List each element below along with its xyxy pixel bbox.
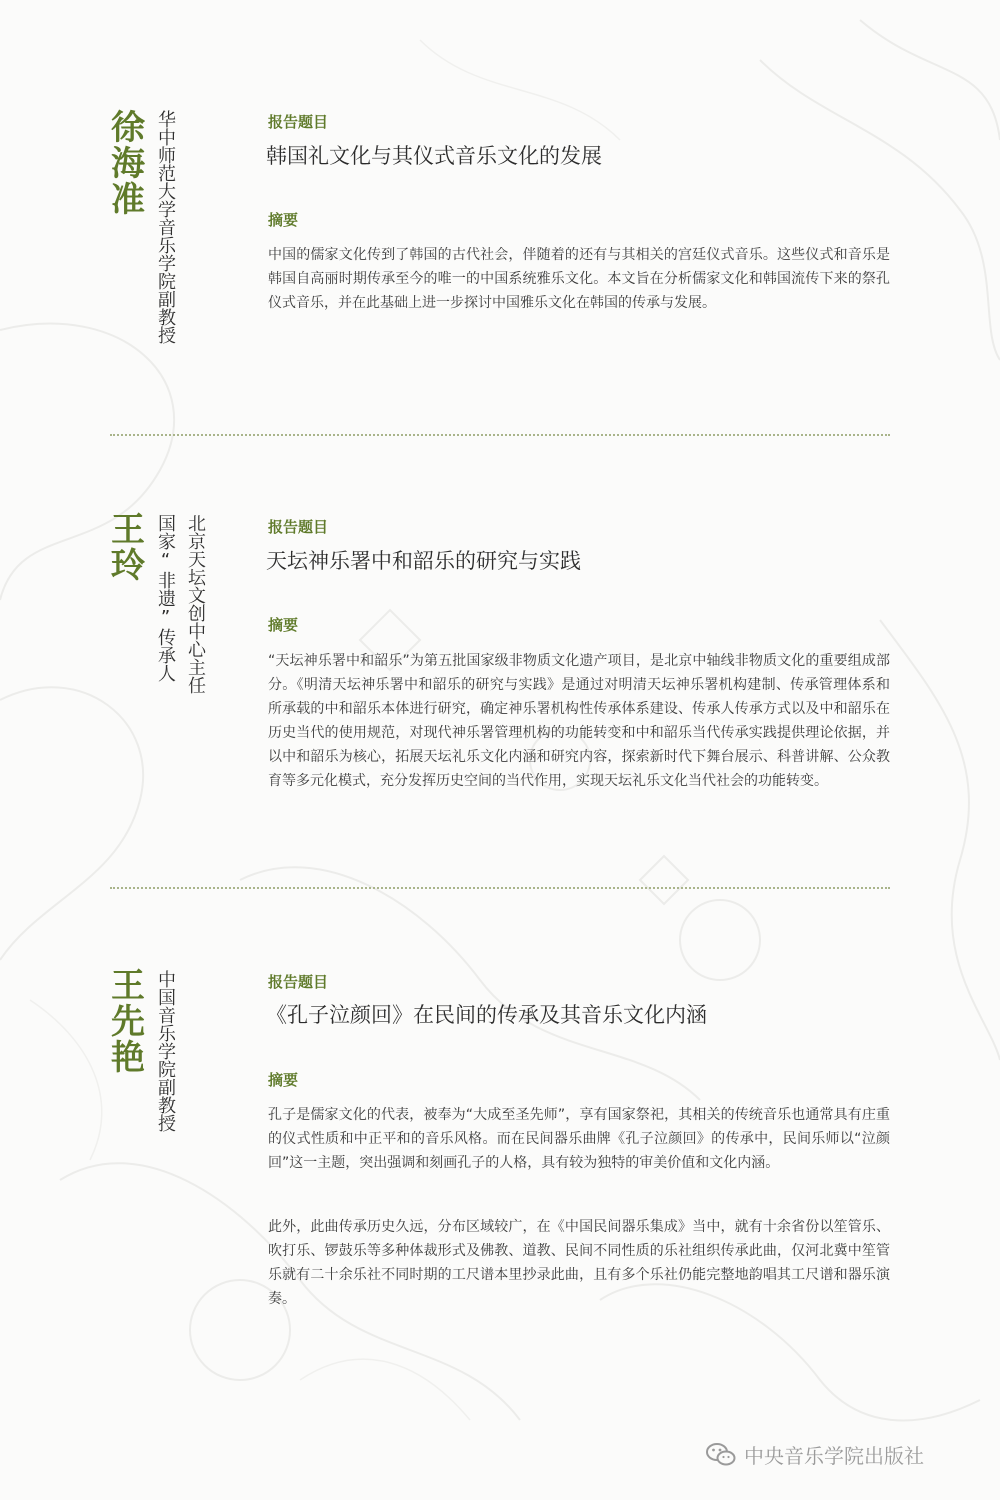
report-title: 《孔子泣颜回》在民间的传承及其音乐文化内涵	[266, 1003, 707, 1027]
report-title-label: 报告题目	[268, 518, 329, 536]
section-divider	[110, 434, 890, 436]
publisher-name: 中央音乐学院出版社	[744, 1444, 924, 1468]
abstract-label: 摘要	[268, 616, 299, 634]
report-title: 韩国礼文化与其仪式音乐文化的发展	[266, 144, 602, 168]
publisher-watermark	[706, 1440, 924, 1469]
speaker-name: 王玲	[111, 510, 145, 586]
section-divider	[110, 887, 890, 889]
abstract-paragraph: 此外，此曲传承历史久远，分布区域较广，在《中国民间器乐集成》当中，就有十余省份以笙管乐、吹打乐、锣鼓乐等多种体裁形式及佛教、道教、民间不同性质的乐社组织传承此曲，仅河北冀中笙管乐就有二十余乐社不同时期的工尺谱本里抄录此曲，且有多个乐社仍能完整地韵唱其工尺谱和器乐演奏。	[268, 1219, 890, 1307]
speaker-name: 王先艳	[111, 966, 145, 1078]
speaker-title-line: 中国音乐学院副教授	[155, 970, 176, 1132]
speaker-titles	[150, 110, 180, 344]
report-title-label: 报告题目	[268, 973, 329, 991]
abstract-paragraph: 孔子是儒家文化的代表，被奉为“大成至圣先师”，享有国家祭祀，其相关的传统音乐也通常具有庄重的仪式性质和中正平和的音乐风格。而在民间器乐曲牌《孔子泣颜回》的传承中，民间乐师以“泣颜回”这一主题，突出强调和刻画孔子的人格，具有较为独特的审美价值和文化内涵。	[268, 1107, 890, 1171]
speaker-title-line: 北京天坛文创中心主任	[185, 514, 206, 694]
abstract-paragraph: “天坛神乐署中和韶乐”为第五批国家级非物质文化遗产项目，是北京中轴线非物质文化的重要组成部分。《明清天坛神乐署中和韶乐的研究与实践》是通过对明清天坛神乐署机构建制、传承管理体系和所承载的中和韶乐本体进行研究，确定神乐署机构性传承体系建设、传承人传承方式以及中和韶乐在历史当代的使用规范，对现代神乐署管理机构的功能转变和中和韶乐当代传承实践提供理论依据，并以中和韶乐为核心，拓展天坛礼乐文化内涵和研究内容，探索新时代下舞台展示、科普讲解、公众教育等多元化模式，充分发挥历史空间的当代作用，实现天坛礼乐文化当代社会的功能转变。	[268, 653, 890, 789]
speaker-name: 徐海准	[111, 108, 145, 220]
speaker-title-line: 华中师范大学音乐学院副教授	[155, 110, 176, 344]
report-title-label: 报告题目	[268, 113, 329, 131]
speaker-titles	[150, 970, 180, 1132]
abstract-paragraph: 中国的儒家文化传到了韩国的古代社会，伴随着的还有与其相关的宫廷仪式音乐。这些仪式和音乐是韩国自高丽时期传承至今的唯一的中国系统雅乐文化。本文旨在分析儒家文化和韩国流传下来的祭孔仪式音乐，并在此基础上进一步探讨中国雅乐文化在韩国的传承与发展。	[268, 247, 890, 311]
wechat-icon	[706, 1442, 736, 1468]
abstract-label: 摘要	[268, 211, 299, 229]
abstract-label: 摘要	[268, 1071, 299, 1089]
speaker-title-line: 国家“非遗”传承人	[155, 514, 176, 682]
speaker-titles	[150, 514, 210, 694]
report-title: 天坛神乐署中和韶乐的研究与实践	[266, 549, 581, 573]
